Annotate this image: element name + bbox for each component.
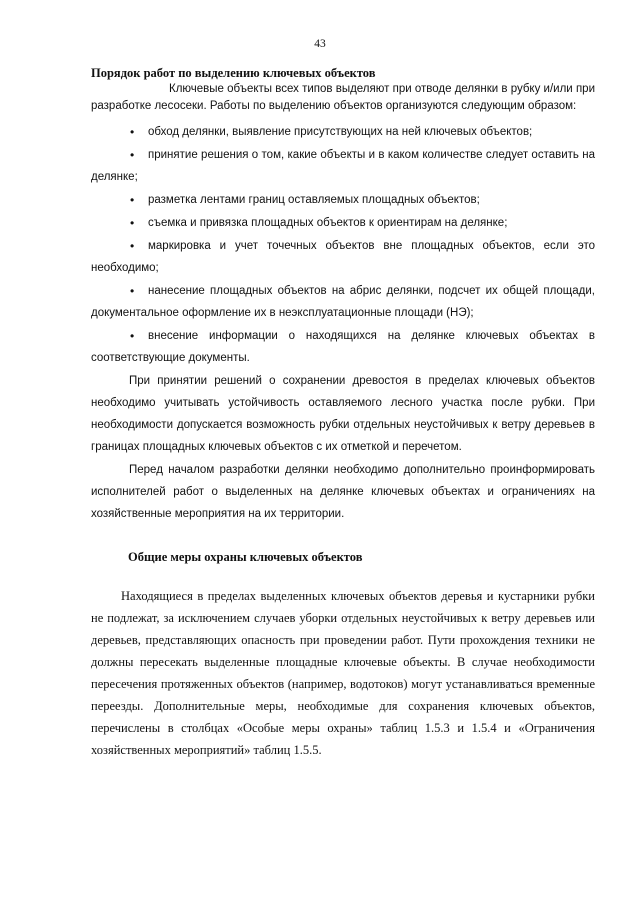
body-paragraph-protection-measures: Находящиеся в пределах выделенных ключевых объектов деревья и кустарники рубки не подлежат, за исключением случаев уборки отдельных неустойчивых к ветру деревьев или деревьев, представляющих опасность при проведении работ. Пути прохождения техники не должны пересекать выделенные площадные ключевые объекты. В случае необходимости пересечения протяженных объектов (например, водотоков) могут устанавливаться временные переезды. Дополнительные меры, необходимые для сохранения ключевых объектов, перечислены в столбцах «Особые меры охраны» таблиц 1.5.3 и 1.5.4 и «Ограничения хозяйственных мероприятий» таблиц 1.5.5. [91, 589, 595, 757]
bullet-icon: • [130, 239, 135, 253]
list-item [91, 189, 595, 211]
bullet-icon: • [130, 193, 135, 207]
list-item [91, 235, 595, 279]
list-item-text: внесение информации о находящихся на делянке ключевых объектах в соответствующие документы. [91, 330, 595, 364]
list-item-text: съемка и привязка площадных объектов к ориентирам на делянке; [148, 217, 508, 229]
list-item-text: обход делянки, выявление присутствующих на ней ключевых объектов; [148, 126, 533, 138]
list-item-text: нанесение площадных объектов на абрис делянки, подсчет их общей площади, документальное оформление их в неэксплуатационные площади (НЭ); [91, 285, 595, 319]
bullet-icon: • [130, 329, 135, 343]
list-item [91, 212, 595, 234]
list-item [91, 280, 595, 324]
bullet-icon: • [130, 148, 135, 162]
page-number: 43 [314, 38, 326, 50]
list-item-text: принятие решения о том, какие объекты и в каком количестве следует оставить на делянке; [91, 149, 595, 183]
intro-paragraph: Ключевые объекты всех типов выделяют при отводе делянки в рубку и/или при разработке лесосеки. Работы по выделению объектов организуются следующим образом: [91, 83, 595, 112]
list-item [91, 144, 595, 188]
bullet-icon: • [130, 284, 135, 298]
body-paragraph-inform-workers: Перед началом разработки делянки необходимо дополнительно проинформировать исполнителей работ о выделенных на делянке ключевых объектах и ограничениях на хозяйственные мероприятия на их территории. [91, 464, 595, 520]
procedure-list [91, 121, 595, 369]
list-item [91, 325, 595, 369]
page-content [91, 65, 595, 761]
bullet-icon: • [130, 125, 135, 139]
bullet-icon: • [130, 216, 135, 230]
list-item-text: маркировка и учет точечных объектов вне площадных объектов, если это необходимо; [91, 240, 595, 274]
body-paragraph-conservation: При принятии решений о сохранении древостоя в пределах ключевых объектов необходимо учитывать устойчивость оставляемого лесного участка после рубки. При необходимости допускается возможность рубки отдельных неустойчивых к ветру деревьев в границах площадных ключевых объектов с их отметкой и перечетом. [91, 375, 595, 453]
list-item-text: разметка лентами границ оставляемых площадных объектов; [148, 194, 480, 206]
section-heading-key-objects-procedure: Порядок работ по выделению ключевых объектов [91, 66, 376, 80]
list-item [91, 121, 595, 143]
section-heading-general-protection: Общие меры охраны ключевых объектов [128, 550, 363, 564]
